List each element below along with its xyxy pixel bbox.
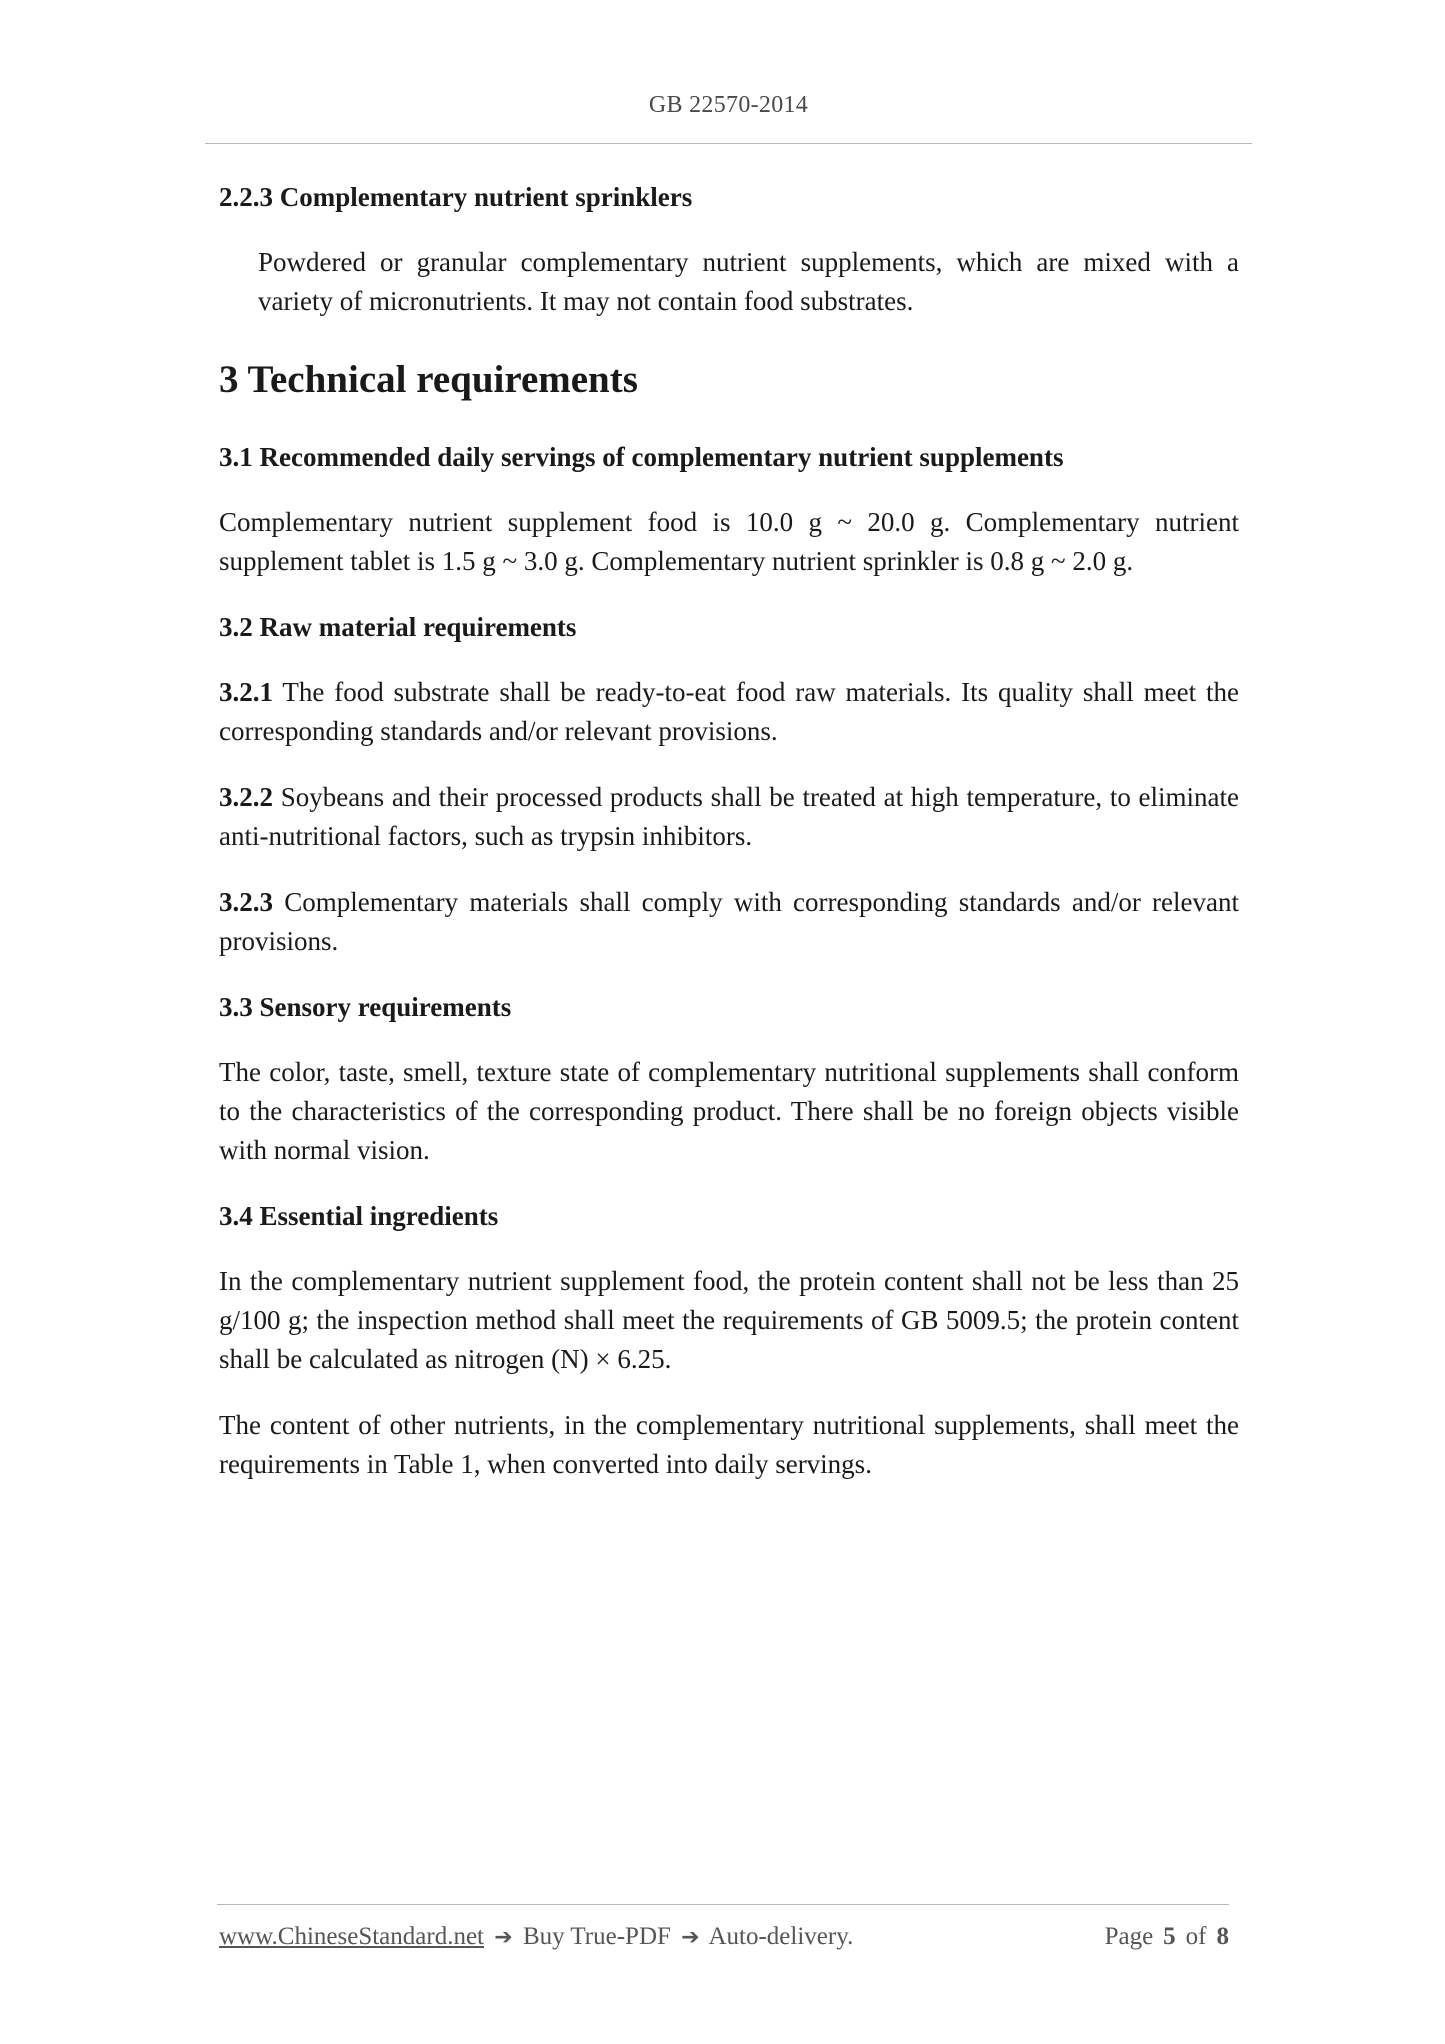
clause-number-3-2-1: 3.2.1 — [219, 677, 273, 707]
website-link[interactable]: www.ChineseStandard.net — [219, 1923, 484, 1950]
page-indicator — [1105, 1923, 1229, 1951]
footer-left — [219, 1923, 853, 1951]
arrow-right-icon: ➔ — [681, 1925, 700, 1950]
document-id-header: GB 22570-2014 — [648, 92, 809, 118]
heading-2-2-3: 2.2.3 Complementary nutrient sprinklers — [219, 182, 693, 212]
paragraph-2-2-3: Powdered or granular complementary nutrient supplements, which are mixed with a variety of micronutrients. It may not contain food substrates. — [258, 247, 1239, 316]
paragraph-3-3: The color, taste, smell, texture state of complementary nutritional supplements shall conform to the characteristics of the corresponding product. There shall be no foreign objects visible with normal vision. — [219, 1057, 1239, 1165]
header-divider — [205, 143, 1252, 144]
buy-true-pdf-text: Buy True-PDF — [522, 1923, 671, 1950]
heading-3-1: 3.1 Recommended daily servings of complementary nutrient supplements — [219, 442, 1064, 472]
clause-text-3-2-3: Complementary materials shall comply with corresponding standards and/or relevant provisions. — [219, 887, 1239, 956]
auto-delivery-text: Auto-delivery. — [708, 1923, 854, 1950]
heading-3-2: 3.2 Raw material requirements — [219, 612, 577, 642]
clause-text-3-2-1: The food substrate shall be ready-to-eat food raw materials. Its quality shall meet the corresponding standards and/or relevant provisions. — [219, 677, 1239, 746]
footer-divider — [217, 1904, 1229, 1905]
heading-3-3: 3.3 Sensory requirements — [219, 992, 512, 1022]
paragraph-3-4-protein: In the complementary nutrient supplement food, the protein content shall not be less than 25 g/100 g; the inspection method shall meet the requirements of GB 5009.5; the protein content shall be calculated as nitrogen (N) × 6.25. — [219, 1266, 1239, 1374]
paragraph-3-2-1 — [219, 673, 1239, 751]
of-label: of — [1185, 1923, 1207, 1950]
clause-number-3-2-3: 3.2.3 — [219, 887, 273, 917]
paragraph-3-2-2 — [219, 778, 1239, 856]
paragraph-3-4-other-nutrients: The content of other nutrients, in the complementary nutritional supplements, shall meet the requirements in Table 1, when converted into daily servings. — [219, 1410, 1239, 1479]
heading-3-4: 3.4 Essential ingredients — [219, 1201, 499, 1231]
clause-number-3-2-2: 3.2.2 — [219, 782, 273, 812]
paragraph-3-1: Complementary nutrient supplement food is 10.0 g ~ 20.0 g. Complementary nutrient supplement tablet is 1.5 g ~ 3.0 g. Complementary nutrient sprinkler is 0.8 g ~ 2.0 g. — [219, 507, 1239, 576]
page-label: Page — [1104, 1923, 1154, 1950]
heading-3: 3 Technical requirements — [219, 358, 638, 401]
clause-text-3-2-2: Soybeans and their processed products shall be treated at high temperature, to eliminate anti-nutritional factors, such as trypsin inhibitors. — [219, 782, 1239, 851]
page-total: 8 — [1216, 1923, 1229, 1950]
page-current: 5 — [1163, 1923, 1176, 1950]
paragraph-3-2-3 — [219, 883, 1239, 961]
page-footer — [219, 1923, 1229, 1951]
page-content — [219, 170, 1239, 1484]
arrow-right-icon: ➔ — [494, 1925, 513, 1950]
